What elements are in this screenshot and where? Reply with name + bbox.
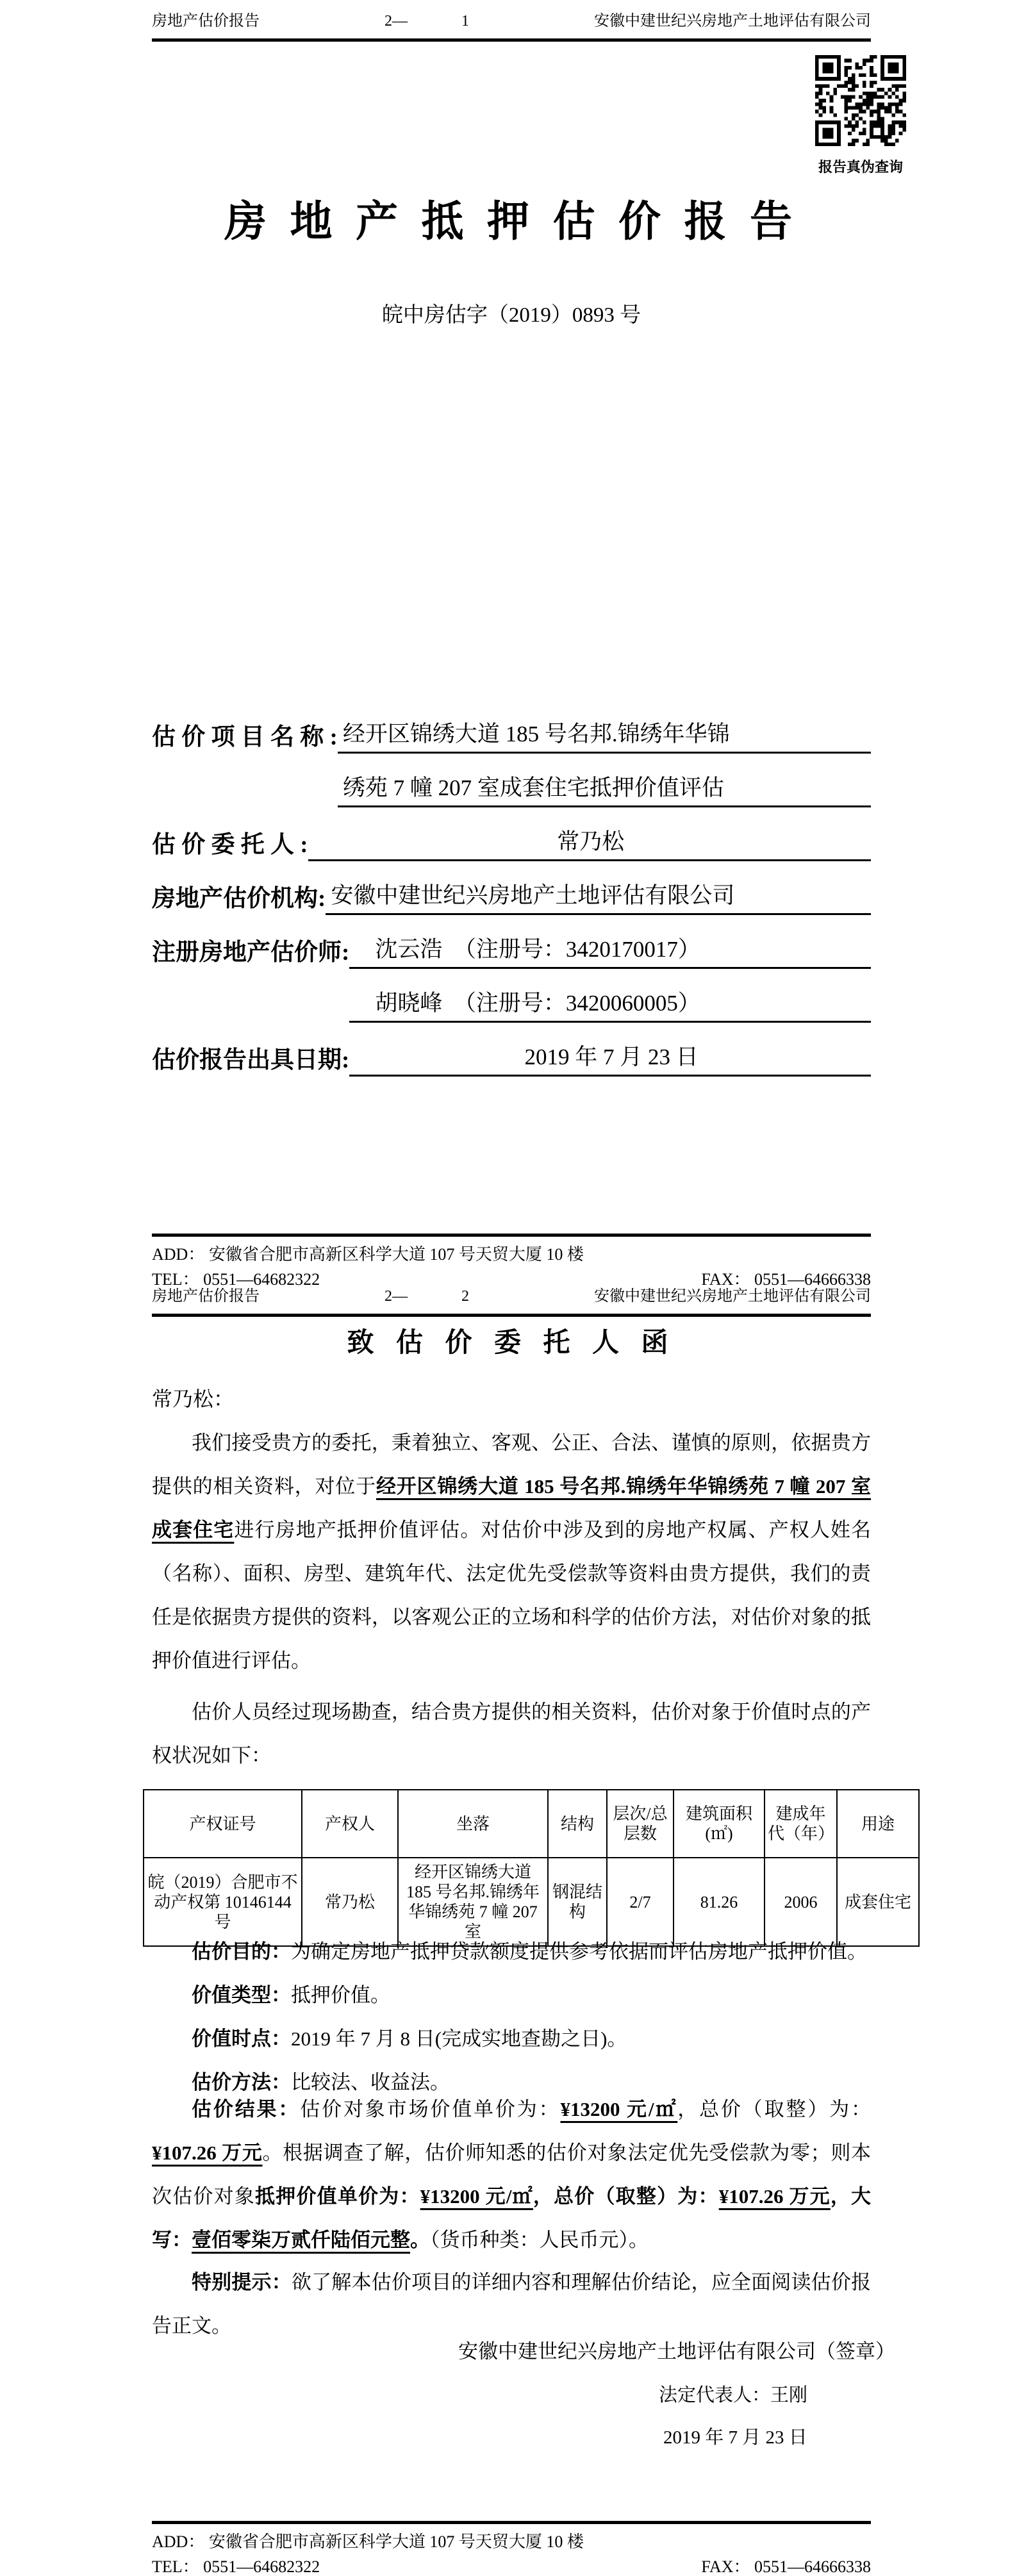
result-mortgage-unit-price: ¥13200 元/㎡ [420,2185,533,2208]
header-report-label: 房地产估价报告 [152,1288,260,1305]
page-number: 2 [461,1288,469,1305]
page1-footer-address: ADD： 安徽省合肥市高新区科学大道 107 号天贸大厦 10 楼 [152,1245,584,1264]
cell-area: 81.26 [674,1858,765,1946]
col-area: 建筑面积(㎡) [674,1790,765,1858]
page-total-prefix: 2— [384,13,408,29]
purpose-label: 估价目的： [192,1940,291,1963]
cell-year-built: 2006 [765,1858,837,1946]
field-appraiser-label: 注册房地产估价师: [152,939,350,966]
page-number: 1 [461,13,469,29]
page2-footer-rule [152,2521,871,2524]
purpose-text: 为确定房地产抵押贷款额度提供参考依据而评估房地产抵押价值。 [291,1940,867,1963]
cell-location: 经开区锦绣大道 185 号名邦.锦绣年华锦绣苑 7 幢 207 室 [398,1858,548,1946]
cell-floor: 2/7 [607,1858,674,1946]
header-company-name: 安徽中建世纪兴房地产土地评估有限公司 [594,13,871,29]
field-appraiser-1 [152,915,871,969]
document-number: 皖中房估字（2019）0893 号 [381,304,641,327]
cell-usage: 成套住宅 [837,1858,919,1946]
cell-structure: 钢混结构 [548,1858,607,1946]
field-appraiser-2 [152,969,871,1023]
result-text-5: ，总价（取整）为： [533,2185,719,2208]
qr-caption: 报告真伪查询 [818,159,903,175]
page-total-prefix: 2— [384,1288,408,1305]
letter-paragraph-1 [152,1421,871,1683]
page1-header [152,12,871,31]
qr-code [815,55,906,146]
header-company-name: 安徽中建世纪兴房地产土地评估有限公司 [594,1288,871,1305]
result-text-1: 估价对象市场价值单价为： [300,2098,561,2120]
cover-fields [152,700,871,1077]
col-owner: 产权人 [302,1790,398,1858]
value-date-text: 2019 年 7 月 8 日(完成实地查勘之日)。 [291,2027,627,2050]
col-certificate-no: 产权证号 [144,1790,302,1858]
signature-company: 安徽中建世纪兴房地产土地评估有限公司（签章） [458,2340,895,2363]
footer-tel: TEL： 0551—64682322 [152,1270,320,1289]
page1-footer-rule [152,1234,871,1237]
value-date-line [152,2017,871,2061]
field-client-label: 估 价 委 托 人 : [152,832,308,858]
signature-legal-representative: 法定代表人：王刚 [659,2385,808,2406]
cell-owner: 常乃松 [302,1858,398,1946]
field-date-label: 估价报告出具日期: [152,1047,350,1073]
result-label: 估价结果： [192,2098,301,2120]
page2-page-number [384,1287,469,1306]
field-appraiser1-value: 沈云浩 （注册号：3420170017） [349,934,871,969]
method-text: 比较法、收益法。 [291,2071,450,2093]
qr-code-image [815,55,906,146]
result-text-6: ，大写： [152,2185,872,2251]
field-agency [152,861,871,915]
letter-salutation: 常乃松： [152,1387,235,1410]
result-amount-in-words: 壹佰零柒万贰仟陆佰元整 [192,2229,410,2251]
table-header-row [144,1790,919,1858]
special-notice-paragraph [152,2261,871,2348]
result-mortgage-total: ¥107.26 万元 [718,2185,831,2208]
cell-certificate-no: 皖（2019）合肥市不动产权第 10146144 号 [144,1858,302,1946]
notice-text: 欲了解本估价项目的详细内容和理解估价结论，应全面阅读估价报告正文。 [152,2271,872,2337]
col-location: 坐落 [398,1790,548,1858]
result-mortgage-label: 抵押价值单价为： [255,2185,420,2208]
para1-property-address: 经开区锦绣大道 185 号名邦.锦绣年华锦绣苑 7 幢 207 室成套住宅 [152,1475,871,1541]
footer-fax: FAX： 0551—64666338 [701,1270,871,1289]
col-structure: 结构 [548,1790,607,1858]
field-agency-label: 房地产估价机构: [152,886,326,912]
value-type-label: 价值类型： [192,1984,291,2006]
page2-header [152,1287,871,1306]
result-text-3: 。根据调查了解，估价师知悉的估价对象法定优先受偿款为零；则本次估价对象 [152,2142,871,2208]
result-text-2: ，总价（取整）为： [677,2098,872,2120]
value-date-label: 价值时点： [192,2027,291,2050]
para1-text: 我们接受贵方的委托，秉着独立、客观、公正、合法、谨慎的原则，依据贵方提供的相关资料，对位于 [152,1432,871,1498]
value-type-text: 抵押价值。 [291,1984,390,2006]
field-client [152,807,871,861]
field-project-name-line2 [152,754,871,807]
field-project-value-line2: 绣苑 7 幢 207 室成套住宅抵押价值评估 [338,772,871,807]
signature-date: 2019 年 7 月 23 日 [663,2427,807,2448]
value-type-line [152,1974,871,2017]
field-report-date [152,1023,871,1077]
field-project-label: 估 价 项 目 名 称 : [152,724,338,750]
page2-footer-address: ADD： 安徽省合肥市高新区科学大道 107 号天贸大厦 10 楼 [152,2532,584,2551]
notice-label: 特别提示： [192,2271,292,2293]
col-usage: 用途 [837,1790,919,1858]
col-floor: 层次/总层数 [607,1790,674,1858]
field-project-name-line1 [152,700,871,754]
property-rights-table [143,1789,920,1947]
field-client-value: 常乃松 [308,826,871,861]
field-appraiser2-value: 胡晓峰 （注册号：3420060005） [349,987,871,1023]
appraisal-purpose-line [152,1930,871,1974]
result-unit-price: ¥13200 元/㎡ [560,2098,678,2120]
report-title: 房 地 产 抵 押 估 价 报 告 [224,199,798,245]
appraisal-result-paragraph [152,2088,871,2262]
method-label: 估价方法： [192,2071,291,2093]
letter-title: 致 估 价 委 托 人 函 [347,1328,676,1358]
field-date-value: 2019 年 7 月 23 日 [349,1041,871,1077]
result-total-price: ¥107.26 万元 [152,2142,263,2164]
result-currency-note: （货币种类：人民币元）。 [430,2229,649,2251]
field-project-value-line1: 经开区锦绣大道 185 号名邦.锦绣年华锦 [338,718,871,754]
letter-paragraph-2: 估价人员经过现场勘查，结合贵方提供的相关资料，估价对象于价值时点的产权状况如下： [152,1701,871,1767]
page1-header-rule [152,38,871,42]
footer-fax: FAX： 0551—64666338 [701,2557,871,2576]
result-text-7: 。 [410,2229,430,2251]
header-report-label: 房地产估价报告 [152,13,260,29]
page2-header-rule [152,1314,871,1317]
page2-footer-contacts [152,2557,871,2576]
col-year-built: 建成年代（年） [765,1790,837,1858]
footer-tel: TEL： 0551—64682322 [152,2557,320,2576]
page1-page-number [384,12,469,31]
field-agency-value: 安徽中建世纪兴房地产土地评估有限公司 [326,880,871,915]
para1-text-cont: 进行房地产抵押价值评估。对估价中涉及到的房地产权属、产权人姓名（名称）、面积、房型、建筑年代、法定优先受偿款等资料由贵方提供，我们的责任是依据贵方提供的资料，以客观公正的立场和科学的估价方法，对估价对象的抵押价值进行评估。 [152,1519,872,1672]
